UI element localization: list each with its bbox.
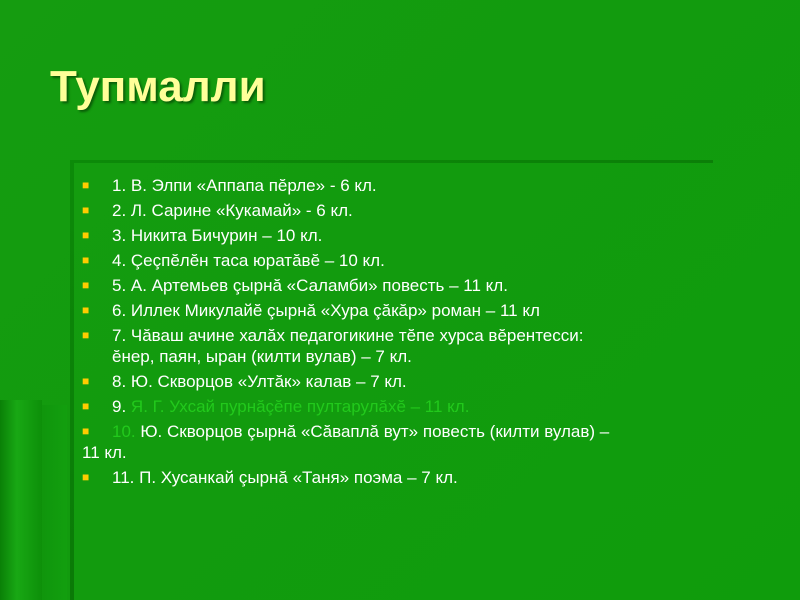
list-item-text: Я. Г. Ухсай пурнăçĕпе пултарулăхĕ – 11 кл. bbox=[130, 397, 470, 416]
bullet-icon: ■ bbox=[82, 203, 90, 217]
divider-line bbox=[70, 160, 713, 163]
list-item-text: 11. П. Хусанкай çырнă «Таня» поэма – 7 кл. bbox=[112, 468, 458, 487]
list-item-number: 9. bbox=[112, 397, 127, 416]
list-item bbox=[82, 325, 782, 367]
list-item bbox=[82, 200, 782, 221]
slide-title: Тупмалли bbox=[50, 62, 266, 111]
list-item-number: 10. bbox=[112, 422, 136, 441]
bullet-icon: ■ bbox=[82, 399, 90, 413]
list-item-text: 1. В. Элпи «Аппапа пĕрле» - 6 кл. bbox=[112, 176, 377, 195]
list-item-text: 11 кл. bbox=[82, 443, 127, 462]
list-item-text: 3. Никита Бичурин – 10 кл. bbox=[112, 226, 323, 245]
bullet-icon: ■ bbox=[82, 278, 90, 292]
list-item bbox=[82, 396, 782, 417]
bullet-icon: ■ bbox=[82, 424, 90, 438]
list-item-text: ĕнер, паян, ыран (килти вулав) – 7 кл. bbox=[112, 347, 412, 366]
bullet-list bbox=[82, 175, 782, 492]
list-item bbox=[82, 250, 782, 271]
list-item bbox=[82, 225, 782, 246]
decorative-stripe bbox=[0, 400, 42, 600]
list-item bbox=[82, 371, 782, 392]
bullet-icon: ■ bbox=[82, 374, 90, 388]
list-item bbox=[82, 300, 782, 321]
list-item-text: 5. А. Артемьев çырнă «Саламби» повесть – 11 кл. bbox=[112, 276, 508, 295]
bullet-icon: ■ bbox=[82, 470, 90, 484]
list-item-text: Ю. Скворцов çырнă «Сăваплă вут» повесть (килти вулав) – bbox=[140, 422, 610, 441]
bullet-icon: ■ bbox=[82, 178, 90, 192]
list-item-text: 2. Л. Сарине «Кукамай» - 6 кл. bbox=[112, 201, 353, 220]
list-item bbox=[82, 421, 782, 463]
list-item bbox=[82, 467, 782, 488]
list-item bbox=[82, 175, 782, 196]
bullet-icon: ■ bbox=[82, 328, 90, 342]
list-item-text: 8. Ю. Скворцов «Ултăк» калав – 7 кл. bbox=[112, 372, 407, 391]
list-item bbox=[82, 275, 782, 296]
bullet-icon: ■ bbox=[82, 253, 90, 267]
decorative-stripe bbox=[42, 405, 67, 600]
bullet-icon: ■ bbox=[82, 228, 90, 242]
list-item-text: 4. Çеçпĕлĕн таса юратăвĕ – 10 кл. bbox=[112, 251, 385, 270]
list-item-text: 6. Иллек Микулайĕ çырнă «Хура çăкăр» роман – 11 кл bbox=[112, 301, 540, 320]
divider-line bbox=[70, 160, 74, 600]
list-item-text: 7. Чăваш ачине халăх педагогикине тĕпе хурса вĕрентесси: bbox=[112, 326, 584, 345]
bullet-icon: ■ bbox=[82, 303, 90, 317]
